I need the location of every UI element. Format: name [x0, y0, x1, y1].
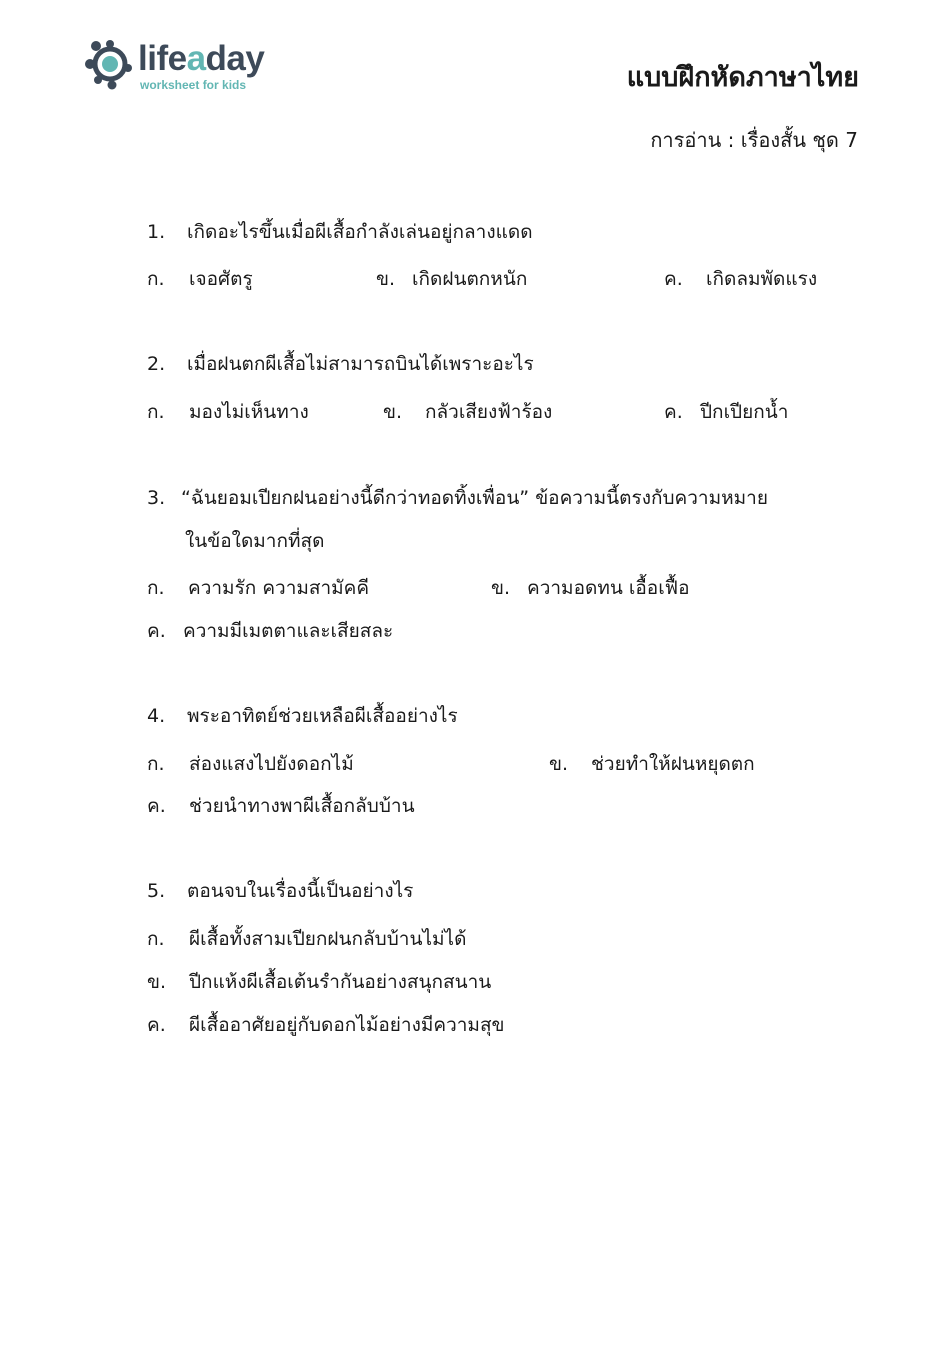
choice-label: ก. — [147, 753, 165, 775]
choice-text: ความมีเมตตาและเสียสละ — [183, 620, 394, 642]
choice-label: ค. — [147, 620, 166, 642]
choice-label: ข. — [491, 577, 511, 599]
choice-label: ข. — [147, 971, 167, 993]
question-text: ตอนจบในเรื่องนี้เป็นอย่างไร — [187, 880, 414, 902]
question-text: เมื่อฝนตกผีเสื้อไม่สามารถบินได้เพราะอะไร — [187, 353, 534, 375]
page-title: แบบฝึกหัดภาษาไทย — [626, 62, 859, 93]
choice-5a — [147, 924, 466, 954]
choice-4b — [549, 749, 755, 779]
choice-4c — [147, 791, 415, 821]
choice-text: มองไม่เห็นทาง — [189, 401, 309, 423]
choice-label: ค. — [147, 795, 166, 817]
choice-1c — [664, 264, 817, 294]
choice-label: ก. — [147, 577, 165, 599]
question-text: เกิดอะไรขึ้นเมื่อผีเสื้อกำลังเล่นอยู่กลางแดด — [187, 221, 533, 243]
choice-3b — [491, 573, 690, 603]
question-5 — [147, 876, 413, 906]
question-number: 4. — [147, 705, 166, 727]
choice-3a — [147, 573, 369, 603]
choice-text: ผีเสื้ออาศัยอยู่กับดอกไม้อย่างมีความสุข — [189, 1014, 505, 1036]
choice-text: ความอดทน เอื้อเฟื้อ — [527, 577, 690, 599]
question-text: พระอาทิตย์ช่วยเหลือผีเสื้ออย่างไร — [187, 705, 458, 727]
page-subtitle: การอ่าน : เรื่องสั้น ชุด 7 — [650, 128, 858, 152]
question-2 — [147, 349, 534, 379]
question-4 — [147, 701, 458, 731]
choice-text: เกิดฝนตกหนัก — [412, 268, 528, 290]
choice-2a — [147, 397, 309, 427]
choice-2b — [383, 397, 552, 427]
question-3 — [147, 483, 768, 513]
choice-label: ข. — [383, 401, 403, 423]
choice-label: ค. — [664, 268, 683, 290]
choice-text: กลัวเสียงฟ้าร้อง — [425, 401, 553, 423]
choice-label: ค. — [147, 1014, 166, 1036]
choice-text: ปีกเปียกน้ำ — [700, 401, 789, 423]
question-3-continued: ในข้อใดมากที่สุด — [185, 530, 325, 552]
choice-1b — [376, 264, 527, 294]
question-number: 3. — [147, 487, 166, 509]
choice-label: ข. — [376, 268, 396, 290]
choice-label: ก. — [147, 928, 165, 950]
question-text: “ฉันยอมเปียกฝนอย่างนี้ดีกว่าทอดทิ้งเพื่อน” ข้อความนี้ตรงกับความหมาย — [181, 487, 768, 509]
choice-label: ก. — [147, 401, 165, 423]
question-number: 2. — [147, 353, 166, 375]
choice-text: เกิดลมพัดแรง — [706, 268, 818, 290]
question-number: 5. — [147, 880, 166, 902]
choice-text: ส่องแสงไปยังดอกไม้ — [189, 753, 354, 775]
logo-wordmark: lifeaday — [138, 39, 265, 78]
choice-2c — [664, 397, 788, 427]
choice-label: ก. — [147, 268, 165, 290]
question-number: 1. — [147, 221, 166, 243]
lifeaday-logo — [84, 38, 284, 96]
choice-label: ค. — [664, 401, 683, 423]
choice-4a — [147, 749, 354, 779]
question-1 — [147, 217, 533, 247]
choice-text: ความรัก ความสามัคคี — [188, 577, 370, 599]
molecule-logo-icon — [84, 38, 136, 90]
choice-text: เจอศัตรู — [189, 268, 253, 290]
choice-text: ช่วยนำทางพาผีเสื้อกลับบ้าน — [189, 795, 415, 817]
choice-5b — [147, 967, 491, 997]
logo-tagline: worksheet for kids — [140, 78, 247, 92]
choice-text: ผีเสื้อทั้งสามเปียกฝนกลับบ้านไม่ได้ — [189, 928, 467, 950]
choice-1a — [147, 264, 253, 294]
choice-3c — [147, 616, 393, 646]
choice-5c — [147, 1010, 505, 1040]
choice-text: ช่วยทำให้ฝนหยุดตก — [591, 753, 755, 775]
choice-text: ปีกแห้งผีเสื้อเต้นรำกันอย่างสนุกสนาน — [189, 971, 492, 993]
choice-label: ข. — [549, 753, 569, 775]
